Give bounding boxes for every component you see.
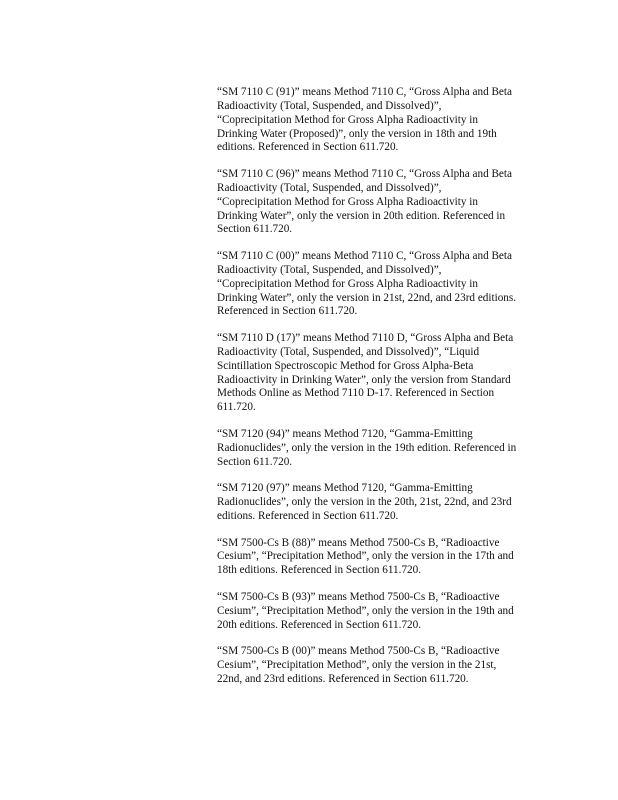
definition-paragraph-sm-7500-cs-b-00: “SM 7500-Cs B (00)” means Method 7500-Cs B, “Radioactive Cesium”, “Precipitation Method”, only the version in the 21st, 22nd, and 23rd editions. Referenced in Section 611.720. — [217, 645, 500, 685]
definition-paragraph-sm-7110-c-00: “SM 7110 C (00)” means Method 7110 C, “Gross Alpha and Beta Radioactivity (Total, Suspended, and Dissolved)”, “Coprecipitation Method for Gross Alpha Radioactivity in Drinking Water”, only the version in 21st, 22nd, and 23rd editions. Referenced in Section 611.720. — [217, 250, 517, 318]
definition-paragraph-sm-7110-c-96: “SM 7110 C (96)” means Method 7110 C, “Gross Alpha and Beta Radioactivity (Total, Suspended, and Dissolved)”, “Coprecipitation Method for Gross Alpha Radioactivity in Drinking Water”, only the version in 20th edition. Referenced in Section 611.720. — [217, 168, 512, 236]
definition-paragraph-sm-7110-c-91: “SM 7110 C (91)” means Method 7110 C, “Gross Alpha and Beta Radioactivity (Total, Suspended, and Dissolved)”, “Coprecipitation Method for Gross Alpha Radioactivity in Drinking Water (Proposed)”, only the version in 18th and 19th editions. Referenced in Section 611.720. — [217, 86, 512, 154]
definitions-column — [217, 86, 547, 700]
definition-paragraph-sm-7500-cs-b-93: “SM 7500-Cs B (93)” means Method 7500-Cs B, “Radioactive Cesium”, “Precipitation Method”, only the version in the 19th and 20th editions. Referenced in Section 611.720. — [217, 590, 514, 631]
definition-paragraph-sm-7500-cs-b-88: “SM 7500-Cs B (88)” means Method 7500-Cs B, “Radioactive Cesium”, “Precipitation Method”, only the version in the 17th and 18th editions. Referenced in Section 611.720. — [217, 536, 514, 577]
definition-paragraph-sm-7120-97: “SM 7120 (97)” means Method 7120, “Gamma-Emitting Radionuclides”, only the version in the 20th, 21st, 22nd, and 23rd editions. Referenced in Section 611.720. — [217, 482, 512, 522]
definition-paragraph-sm-7120-94: “SM 7120 (94)” means Method 7120, “Gamma-Emitting Radionuclides”, only the version in the 19th edition. Referenced in Section 611.720. — [217, 427, 517, 468]
definition-paragraph-sm-7110-d-17: “SM 7110 D (17)” means Method 7110 D, “Gross Alpha and Beta Radioactivity (Total, Suspended, and Dissolved)”, “Liquid Scintillation Spectroscopic Method for Gross Alpha-Beta Radioactivity in Drinking Water”, only the version from Standard Methods Online as Method 7110 D-17. Referenced in Section 611.720. — [217, 332, 514, 414]
